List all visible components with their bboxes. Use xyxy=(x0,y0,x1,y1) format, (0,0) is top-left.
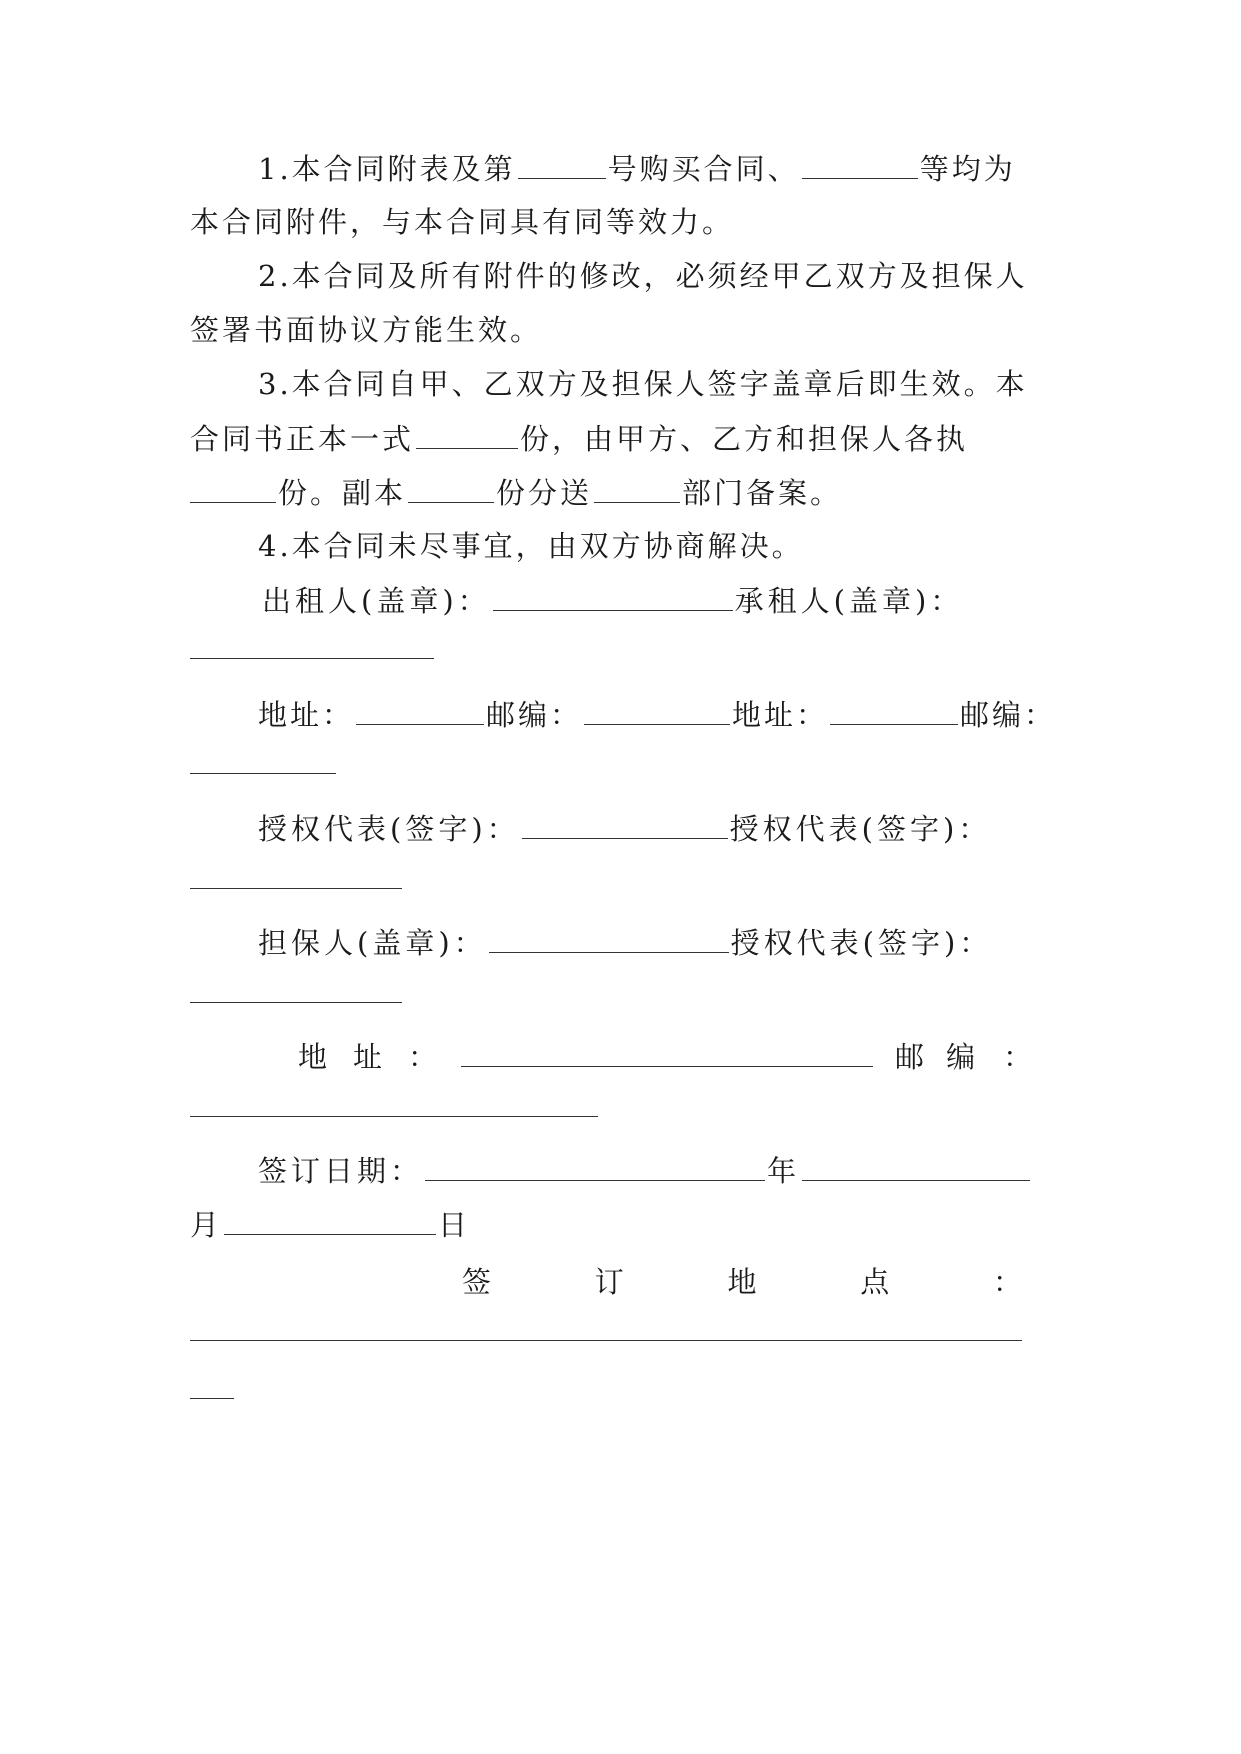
rep-sign-label: 授权代表(签字)： xyxy=(730,926,993,960)
clause-4 xyxy=(258,526,1128,566)
blank-department[interactable] xyxy=(594,472,680,503)
rep-sign-line xyxy=(258,808,1128,849)
lessee-rep-field[interactable] xyxy=(190,888,402,889)
clause-text: 3.本合同自甲、乙双方及担保人签字盖章后即生效。本 xyxy=(258,367,1028,401)
place-char: 地 xyxy=(727,1265,757,1299)
clause-text: 4.本合同未尽事宜，由双方协商解决。 xyxy=(258,529,804,563)
lessee-label: 承租人(盖章)： xyxy=(734,584,964,618)
sign-place-field[interactable] xyxy=(190,1340,1022,1341)
clause-3-line-1 xyxy=(258,364,1128,404)
month-field[interactable] xyxy=(224,1204,436,1235)
clause-3-line-2 xyxy=(190,418,1060,459)
colon: ： xyxy=(992,1265,1022,1299)
sign-place-line xyxy=(462,1262,1022,1302)
blank-contract-number[interactable] xyxy=(518,148,606,179)
guarantor-line xyxy=(258,922,1128,963)
place-char: 签 xyxy=(462,1265,492,1299)
clause-text: 本合同附件，与本合同具有同等效力。 xyxy=(190,205,735,239)
clause-2-line-1 xyxy=(258,256,1128,296)
lessor-field[interactable] xyxy=(493,580,733,611)
colon: ： xyxy=(1003,1040,1033,1074)
sign-date-field[interactable] xyxy=(425,1150,765,1181)
colon: ： xyxy=(408,1040,438,1074)
clause-text: 号购买合同、 xyxy=(607,152,800,186)
guarantor-rep-field[interactable] xyxy=(190,1002,402,1003)
address-char: 地 xyxy=(298,1040,328,1074)
lessor-lessee-line xyxy=(262,580,1132,621)
lessor-postcode-field[interactable] xyxy=(584,694,730,725)
day-label: 日 xyxy=(438,1208,471,1242)
clause-1-line-1 xyxy=(258,148,1128,189)
guarantor-address-line xyxy=(298,1036,1033,1077)
postcode-label: 邮编： xyxy=(960,698,1057,732)
guarantor-seal-field[interactable] xyxy=(489,922,729,953)
place-char: 订 xyxy=(594,1265,624,1299)
lessee-address-field[interactable] xyxy=(830,694,958,725)
rep-sign-label: 授权代表(签字)： xyxy=(729,812,992,846)
sign-place-field-continued[interactable] xyxy=(190,1398,234,1399)
rep-sign-label: 授权代表(签字)： xyxy=(258,812,520,846)
postcode-char: 编 xyxy=(946,1040,976,1074)
blank-duplicate-copies[interactable] xyxy=(408,472,494,503)
clause-text: 份。副本 xyxy=(278,476,407,510)
year-label: 年 xyxy=(767,1154,801,1188)
sign-date-label: 签订日期： xyxy=(258,1154,424,1188)
lessor-label: 出租人(盖章)： xyxy=(262,584,491,618)
clause-2-line-2 xyxy=(190,310,1060,350)
postcode-label: 邮编： xyxy=(486,698,583,732)
clause-text: 份，由甲方、乙方和担保人各执 xyxy=(520,422,969,456)
lessor-rep-field[interactable] xyxy=(522,808,728,839)
blank-original-copies[interactable] xyxy=(416,418,518,449)
clause-text: 合同书正本一式 xyxy=(190,422,415,456)
blank-attachment[interactable] xyxy=(802,148,918,179)
lessee-field[interactable] xyxy=(190,658,434,659)
postcode-char: 邮 xyxy=(895,1040,925,1074)
sign-date-line-2 xyxy=(190,1204,1060,1245)
clause-text: 等均为 xyxy=(919,152,1016,186)
address-label: 地址： xyxy=(732,698,829,732)
sign-date-line xyxy=(258,1150,1128,1191)
clause-text: 份分送 xyxy=(496,476,593,510)
year-field[interactable] xyxy=(802,1150,1030,1181)
address-label: 地址： xyxy=(258,698,355,732)
clause-text: 部门备案。 xyxy=(682,476,843,510)
address-postcode-line xyxy=(258,694,1128,735)
clause-3-line-3 xyxy=(190,472,1060,513)
clause-text: 2.本合同及所有附件的修改，必须经甲乙双方及担保人 xyxy=(258,259,1028,293)
clause-text: 签署书面协议方能生效。 xyxy=(190,313,543,347)
address-char: 址 xyxy=(353,1040,383,1074)
guarantor-label: 担保人(盖章)： xyxy=(258,926,487,960)
lessee-postcode-field[interactable] xyxy=(190,773,336,774)
blank-each-copies[interactable] xyxy=(190,472,276,503)
clause-1-line-2 xyxy=(190,202,1060,242)
clause-text: 1.本合同附表及第 xyxy=(258,152,516,186)
guarantor-address-field[interactable] xyxy=(461,1036,873,1067)
place-char: 点 xyxy=(860,1265,890,1299)
month-label: 月 xyxy=(190,1208,223,1242)
lessor-address-field[interactable] xyxy=(356,694,484,725)
guarantor-postcode-field[interactable] xyxy=(190,1116,598,1117)
